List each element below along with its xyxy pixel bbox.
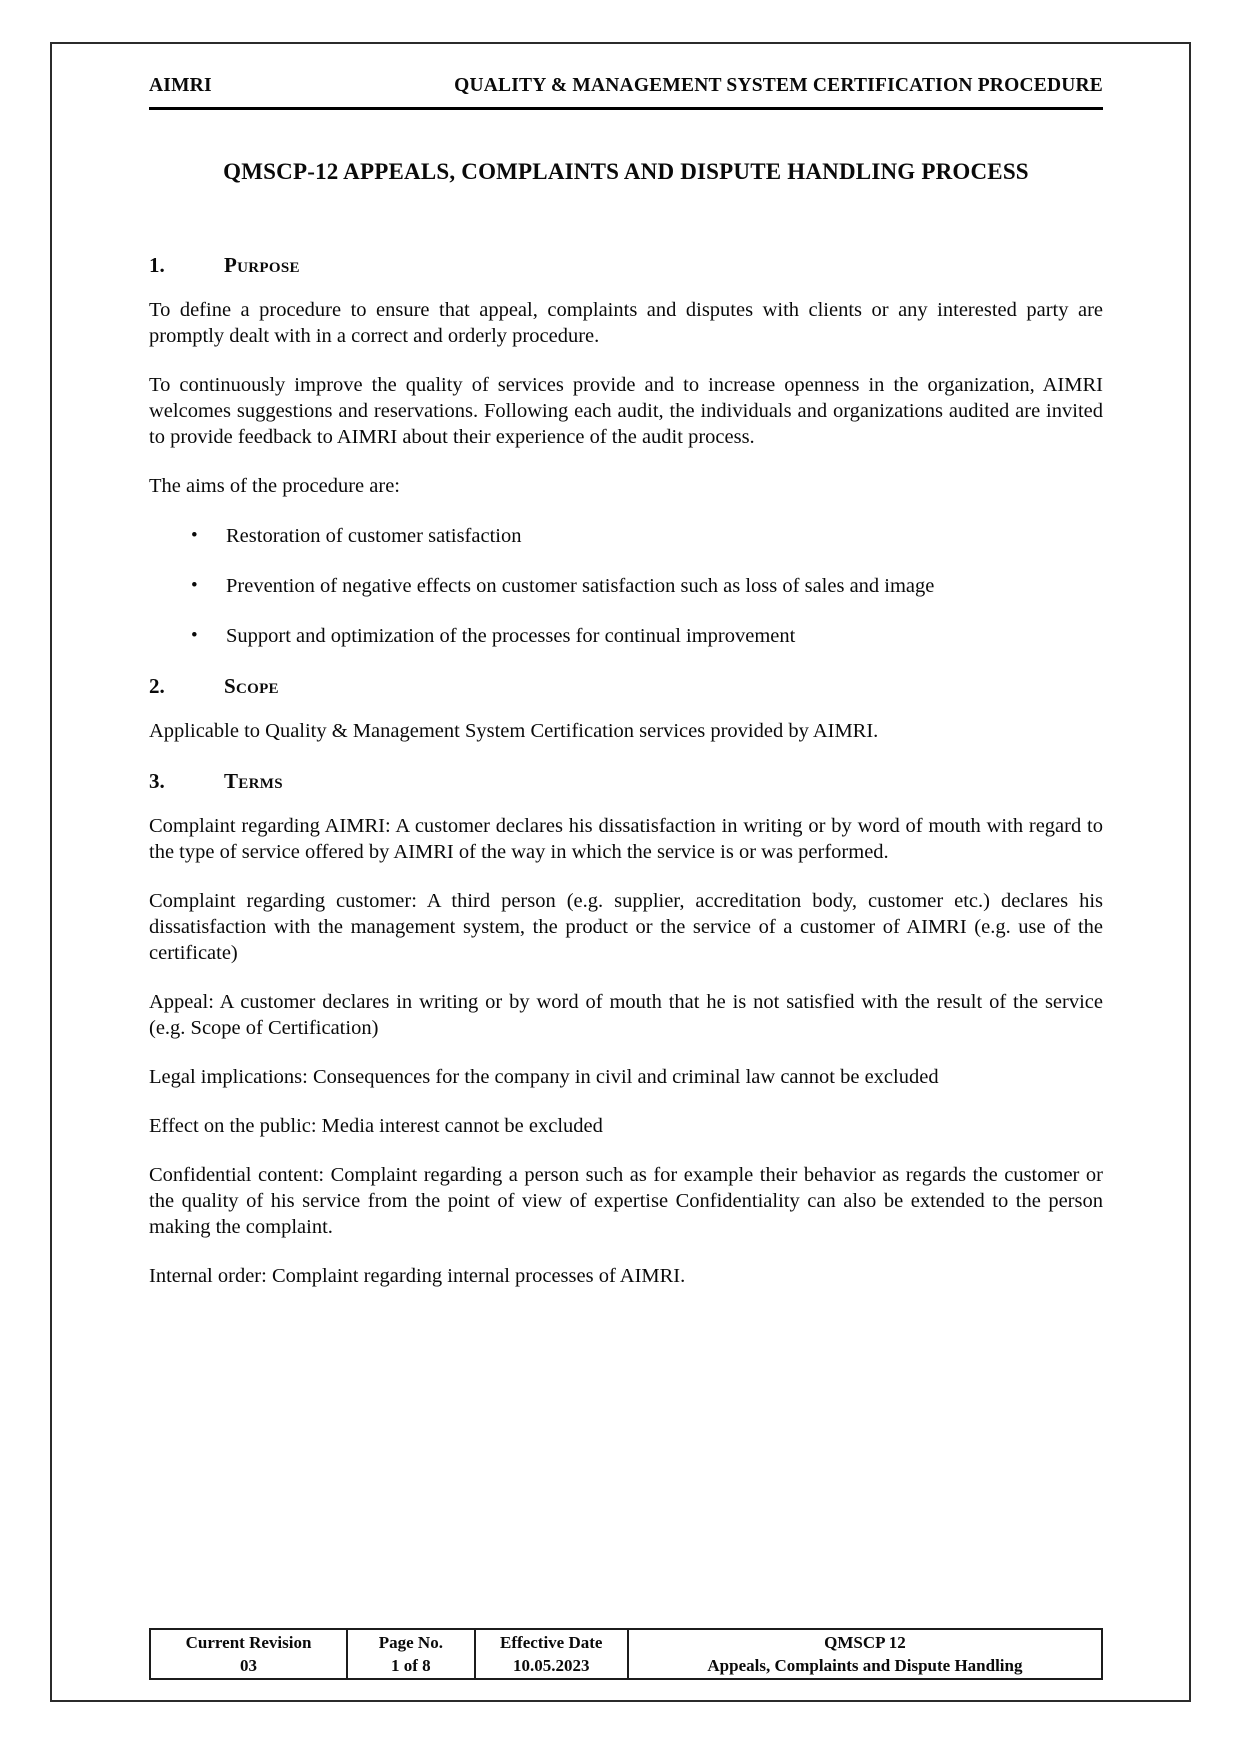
list-item xyxy=(149,523,1103,549)
terms-paragraph-5: Effect on the public: Media interest cannot be excluded xyxy=(149,1115,603,1137)
purpose-bullet-list xyxy=(149,523,1103,649)
section-number: 2. xyxy=(149,674,165,698)
terms-paragraph-7: Internal order: Complaint regarding internal processes of AIMRI. xyxy=(149,1265,686,1287)
footer-cell-header: Page No. xyxy=(378,1633,443,1652)
section-label: Purpose xyxy=(224,253,300,277)
footer-cell-document-id xyxy=(628,1629,1102,1679)
section-number: 3. xyxy=(149,769,165,793)
document-header xyxy=(149,75,1103,110)
purpose-paragraph-1: To define a procedure to ensure that appeal, complaints and disputes with clients or any interested party are promptly dealt with in a correct and orderly procedure. xyxy=(149,299,1103,347)
section-heading-purpose xyxy=(149,252,1103,278)
list-item xyxy=(149,623,1103,649)
terms-paragraph-2: Complaint regarding customer: A third person (e.g. supplier, accreditation body, customer etc.) declares his dissatisfaction with the management system, the product or the service of a customer of AIMRI (e.g. use of the certificate) xyxy=(149,890,1103,964)
bullet-icon: • xyxy=(191,625,198,646)
list-item xyxy=(149,573,1103,599)
footer-cell-value: 10.05.2023 xyxy=(513,1656,590,1675)
bullet-text: Restoration of customer satisfaction xyxy=(226,525,522,547)
bullet-icon: • xyxy=(191,575,198,596)
footer-cell-value: Appeals, Complaints and Dispute Handling xyxy=(707,1656,1023,1675)
footer-cell-value: 03 xyxy=(240,1656,258,1675)
bullet-text: Prevention of negative effects on customer satisfaction such as loss of sales and image xyxy=(226,575,935,597)
document-content xyxy=(149,75,1103,1289)
header-procedure-title: QUALITY & MANAGEMENT SYSTEM CERTIFICATION PROCEDURE xyxy=(454,75,1103,96)
terms-paragraph-4: Legal implications: Consequences for the company in civil and criminal law cannot be excluded xyxy=(149,1066,939,1088)
footer-cell-value: 1 of 8 xyxy=(391,1656,431,1675)
header-org-name: AIMRI xyxy=(149,75,212,96)
footer-cell-effective-date xyxy=(475,1629,628,1679)
section-heading-terms xyxy=(149,768,1103,794)
purpose-paragraph-2: To continuously improve the quality of services provide and to increase openness in the organization, AIMRI welcomes suggestions and reservations. Following each audit, the individuals and organizations audited are invited to provide feedback to AIMRI about their experience of the audit process. xyxy=(149,374,1103,448)
section-label: Terms xyxy=(224,769,283,793)
footer-cell-page-no xyxy=(347,1629,475,1679)
terms-paragraph-1: Complaint regarding AIMRI: A customer declares his dissatisfaction in writing or by word of mouth with regard to the type of service offered by AIMRI of the way in which the service is or was performed. xyxy=(149,815,1103,863)
terms-paragraph-6: Confidential content: Complaint regarding a person such as for example their behavior as regards the customer or the quality of his service from the point of view of expertise Confidentiality can also be extended to the person making the complaint. xyxy=(149,1164,1103,1238)
bullet-icon: • xyxy=(191,525,198,546)
scope-paragraph-1: Applicable to Quality & Management System Certification services provided by AIMRI. xyxy=(149,720,879,742)
footer-cell-header: Effective Date xyxy=(500,1633,603,1652)
footer-cell-current-revision xyxy=(150,1629,347,1679)
document-title: QMSCP-12 APPEALS, COMPLAINTS AND DISPUTE HANDLING PROCESS xyxy=(223,159,1029,184)
section-label: Scope xyxy=(224,674,279,698)
footer-table xyxy=(149,1628,1103,1680)
bullet-text: Support and optimization of the processes for continual improvement xyxy=(226,625,796,647)
footer-cell-header: Current Revision xyxy=(185,1633,312,1652)
terms-paragraph-3: Appeal: A customer declares in writing or by word of mouth that he is not satisfied with the result of the service (e.g. Scope of Certification) xyxy=(149,991,1103,1039)
purpose-paragraph-3: The aims of the procedure are: xyxy=(149,475,401,497)
footer-cell-header: QMSCP 12 xyxy=(824,1633,906,1652)
page-border xyxy=(50,42,1191,1702)
section-heading-scope xyxy=(149,673,1103,699)
section-number: 1. xyxy=(149,253,165,277)
